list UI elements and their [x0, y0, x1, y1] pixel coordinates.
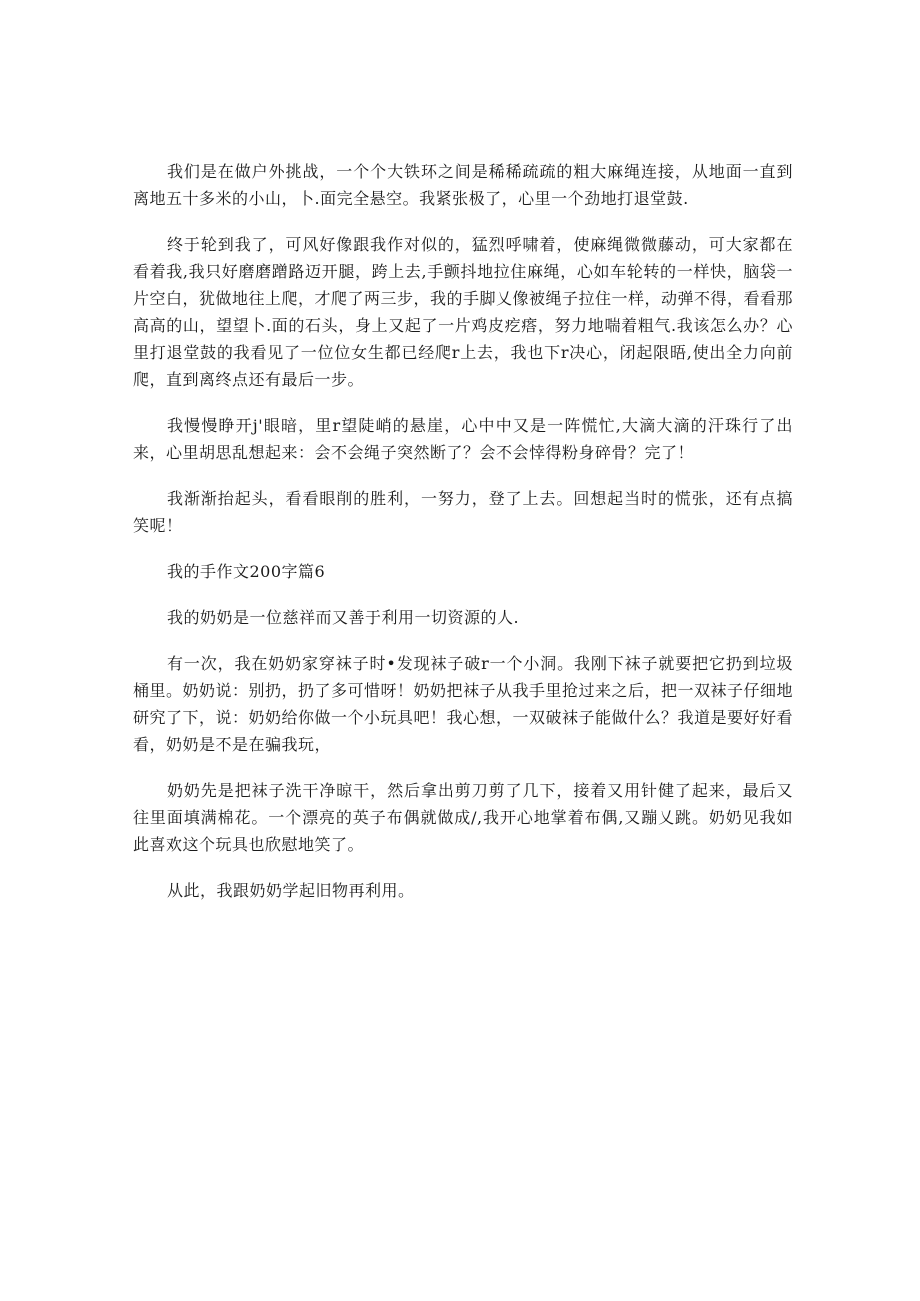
- paragraph: 奶奶先是把袜子洗干净晾干，然后拿出剪刀剪了几下，接着又用针健了起来，最后又往里面填满棉花。一个漂亮的英子布偶就做成/,我开心地掌着布偶,又蹦乂跳。奶奶见我如此喜欢这个玩具也欣慰地笑了。: [133, 781, 793, 854]
- paragraph: 有一次，我在奶奶家穿袜子时•发现袜子破r一个小洞。我刚下袜子就要把它扔到垃圾桶里。奶奶说：别扔，扔了多可惜呀！奶奶把袜子从我手里抢过来之后，把一双袜子仔细地研究了下，说：奶奶给你做一个小玩具吧！我心想，一双破袜子能做什么？我道是要好好看看，奶奶是不是在骗我玩，: [133, 654, 794, 754]
- paragraph: 终于轮到我了，可风好像跟我作对似的，猛烈呼啸着，使麻绳微微藤动，可大家都在看着我,我只好磨磨蹭路迈开腿，跨上去,手颤抖地拉住麻绳，心如车轮转的一样快，脑袋一片空白，犹做地往上爬，才爬了两三步，我的手脚乂像被绳子拉住一样，动弹不得，看看那高高的山，望望卜.面的石头，身上又起了一片鸡皮疙瘩，努力地喘着粗气.我该怎么办？心里打退堂鼓的我看见了一位位女生都已经爬r上去，我也下r决心，闭起限晤,使出全力向前爬，直到离终点还有最后一步。: [133, 235, 794, 389]
- paragraph: 我们是在做户外挑战，一个个大铁环之间是稀稀疏疏的粗大麻绳连接，从地面一直到离地五十多米的小山，卜.面完全悬空。我紧张极了，心里一个劲地打退堂鼓.: [133, 162, 793, 208]
- paragraph: 从此，我跟奶奶学起旧物再利用。: [167, 881, 415, 900]
- section-heading: 我的手作文200字篇6: [167, 562, 326, 581]
- document-body: [133, 158, 793, 923]
- paragraph: 我的奶奶是一位慈祥而又善于利用一切资源的人.: [167, 608, 520, 627]
- paragraph: 我慢慢睁开j'眼暗，里r望陡峭的悬崖，心中中又是一阵慌忙,大滴大滴的汗珠行了出来，心里胡思乱想起来：会不会绳子突然断了？会不会悻得粉身碎骨？完了！: [133, 416, 793, 462]
- paragraph: 我渐渐抬起头，看看眼削的胜利，一努力，登了上去。回想起当时的慌张，还有点搞笑呢！: [133, 489, 793, 535]
